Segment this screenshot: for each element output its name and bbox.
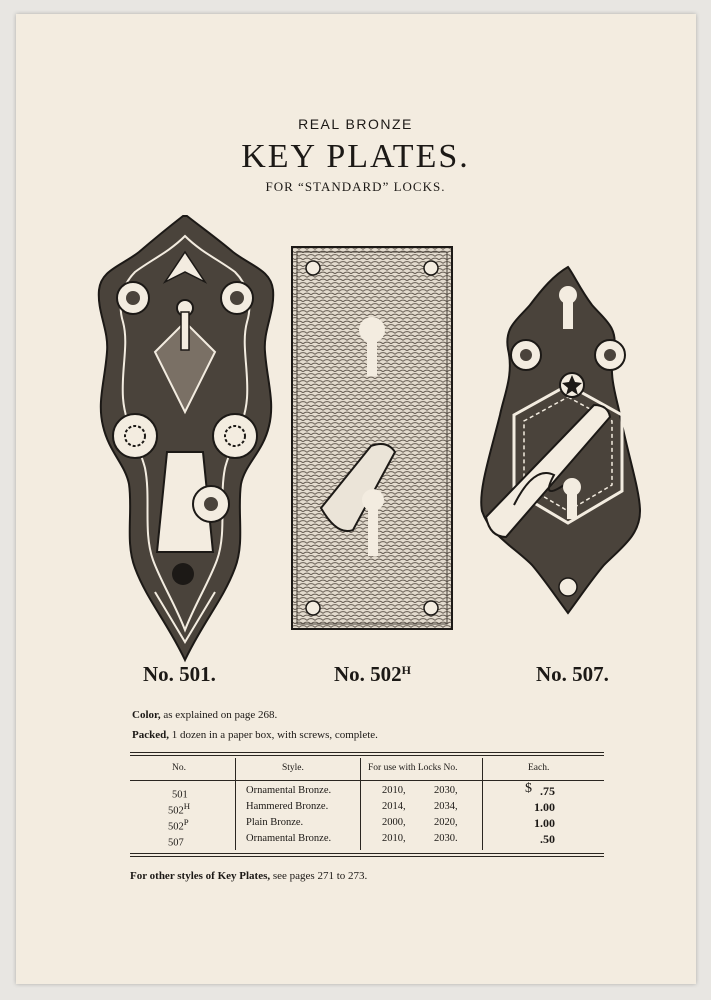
row-lock-b: 2020, (434, 817, 458, 828)
row-lock-a: 2010, (382, 785, 406, 796)
row-number-main: 501 (172, 789, 188, 801)
table-divider (360, 758, 361, 850)
row-number (168, 833, 184, 849)
header-each: Each. (528, 763, 550, 773)
footer-note-label: For other styles of Key Plates, (130, 870, 271, 882)
key-plate-507-illustration (474, 265, 644, 615)
row-number (168, 801, 190, 817)
caption-502h (334, 662, 411, 687)
header-kicker: REAL BRONZE (298, 116, 413, 132)
row-number-main: 502 (168, 805, 184, 817)
row-lock-a: 2014, (382, 801, 406, 812)
row-price: .75 (540, 784, 555, 798)
color-note (132, 709, 277, 721)
key-plate-502h-illustration (291, 246, 453, 630)
row-price: 1.00 (534, 816, 555, 830)
footer-note-text: see pages 271 to 273. (272, 870, 368, 882)
row-number (172, 785, 188, 801)
row-lock-b: 2030, (434, 785, 458, 796)
table-rule-top-inner (130, 755, 604, 756)
row-lock-a: 2010, (382, 833, 406, 844)
row-lock-a: 2000, (382, 817, 406, 828)
row-number (168, 817, 189, 833)
packed-note-text: 1 dozen in a paper box, with screws, complete. (171, 729, 378, 741)
color-note-text: as explained on page 268. (163, 709, 278, 721)
row-style: Ornamental Bronze. (246, 785, 332, 796)
price-table (130, 752, 604, 856)
color-note-label: Color, (132, 709, 161, 721)
row-price: 1.00 (534, 800, 555, 814)
row-lock-b: 2030. (434, 833, 458, 844)
table-rule-top (130, 752, 604, 753)
header-no: No. (172, 763, 186, 773)
table-divider (482, 758, 483, 850)
row-number-suffix: H (183, 801, 191, 811)
table-divider (235, 758, 236, 850)
header-subtitle: FOR “STANDARD” LOCKS. (265, 179, 446, 194)
table-rule-bottom-inner (130, 853, 604, 854)
row-style: Hammered Bronze. (246, 801, 329, 812)
row-number-suffix: P (183, 817, 189, 827)
row-style: Plain Bronze. (246, 817, 304, 828)
row-currency: $ (525, 781, 532, 796)
footer-note (130, 870, 367, 882)
row-lock-b: 2034, (434, 801, 458, 812)
row-price: .50 (540, 832, 555, 846)
caption-507: No. 507. (536, 662, 609, 686)
caption-501: No. 501. (143, 662, 216, 686)
row-number-main: 507 (168, 837, 184, 849)
header-locks: For use with Locks No. (368, 763, 458, 773)
row-number-main: 502 (168, 821, 184, 833)
table-rule-header (130, 780, 604, 781)
row-style: Ornamental Bronze. (246, 833, 332, 844)
table-rule-bottom (130, 856, 604, 857)
key-plate-501-illustration (95, 212, 280, 664)
caption-502h-main: No. 502 (334, 662, 402, 686)
page-title: KEY PLATES. (241, 138, 470, 175)
caption-502h-suffix: H (401, 663, 412, 677)
packed-note-label: Packed, (132, 729, 169, 741)
packed-note (132, 729, 378, 741)
header-style: Style. (282, 763, 304, 773)
